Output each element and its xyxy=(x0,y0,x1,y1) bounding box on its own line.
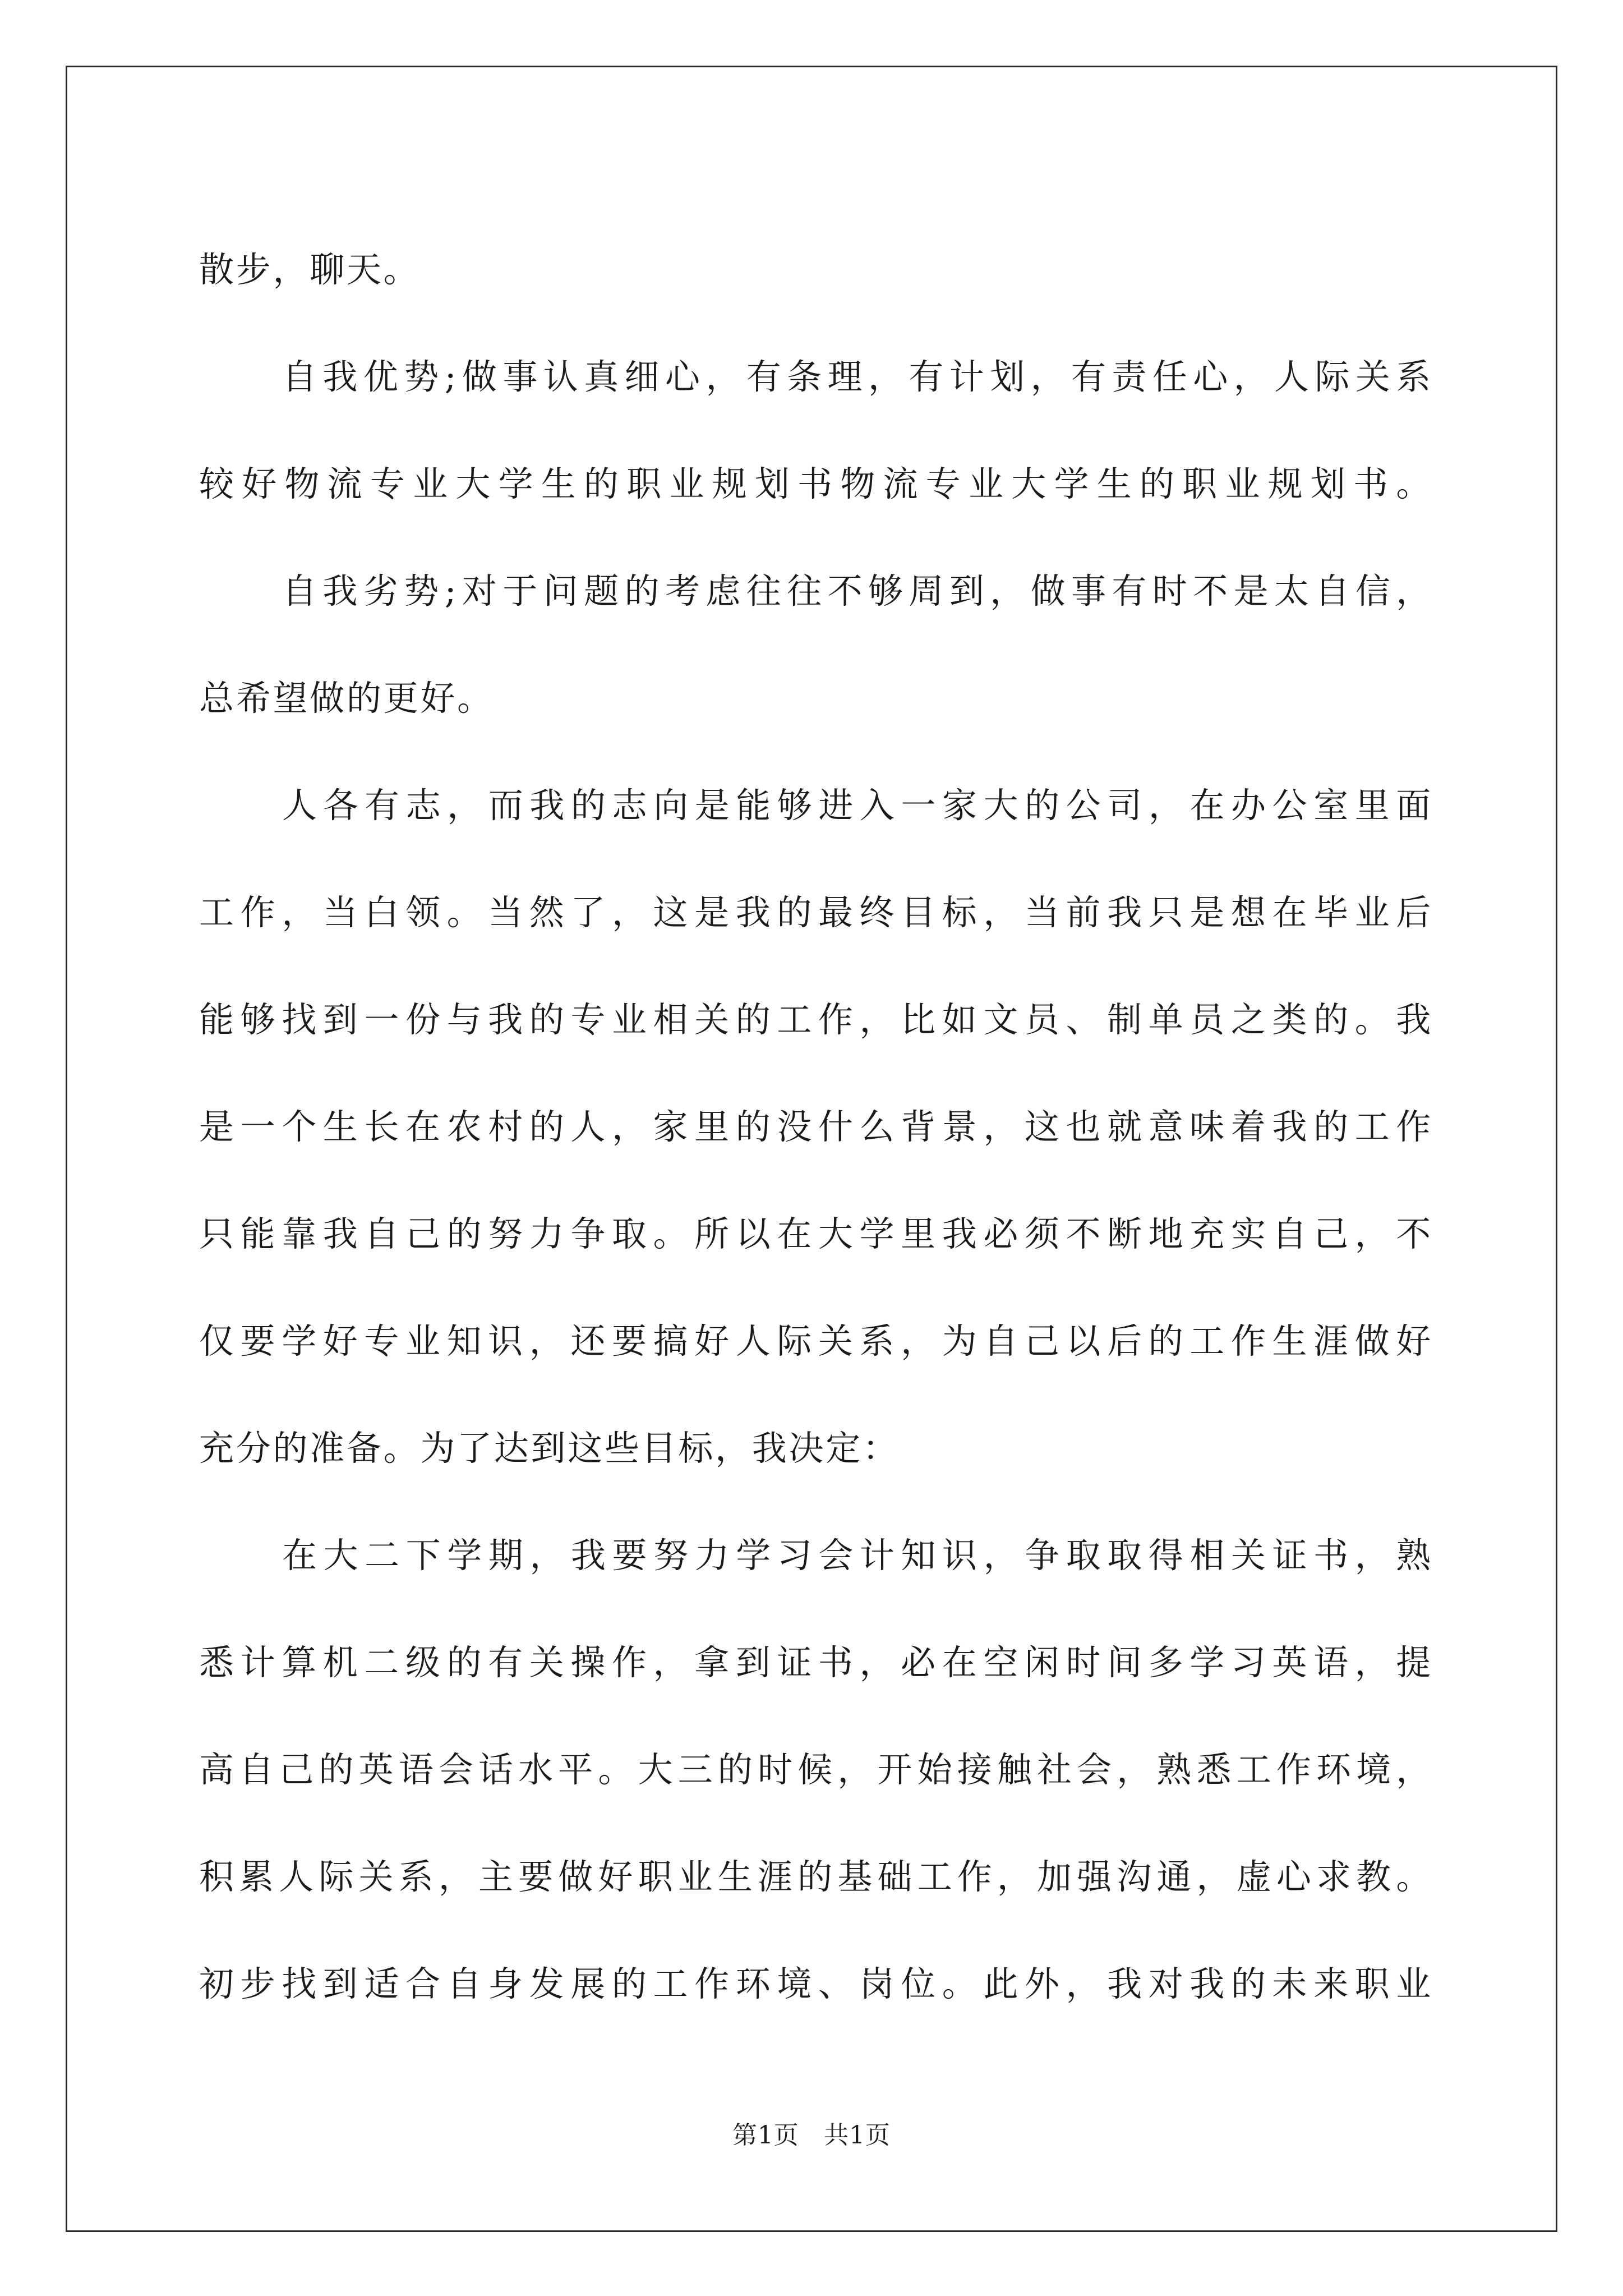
text-line: 仅要学好专业知识，还要搞好人际关系，为自己以后的工作生涯做好 xyxy=(199,1320,1433,1361)
text-line: 工作，当白领。当然了，这是我的最终目标，当前我只是想在毕业后 xyxy=(199,892,1433,933)
text-line: 散步，聊天。 xyxy=(199,249,421,290)
text-line: 积累人际关系，主要做好职业生涯的基础工作，加强沟通，虚心求教。 xyxy=(199,1856,1433,1897)
text-line: 自我劣势;对于问题的考虑往往不够周到，做事有时不是太自信， xyxy=(282,570,1433,611)
page-total: 共1页 xyxy=(824,2121,891,2150)
page-footer xyxy=(0,2115,1623,2151)
page-number: 第1页 xyxy=(732,2121,799,2150)
text-line: 人各有志，而我的志向是能够进入一家大的公司，在办公室里面 xyxy=(282,785,1433,826)
text-line: 较好物流专业大学生的职业规划书物流专业大学生的职业规划书。 xyxy=(199,463,1433,504)
text-line: 悉计算机二级的有关操作，拿到证书，必在空闲时间多学习英语，提 xyxy=(199,1642,1433,1683)
text-line: 高自己的英语会话水平。大三的时候，开始接触社会，熟悉工作环境， xyxy=(199,1749,1433,1790)
document-body xyxy=(199,216,1433,2037)
text-line: 充分的准备。为了达到这些目标，我决定： xyxy=(199,1428,900,1469)
text-line: 自我优势;做事认真细心，有条理，有计划，有责任心，人际关系 xyxy=(282,356,1433,397)
text-line: 在大二下学期，我要努力学习会计知识，争取取得相关证书，熟 xyxy=(282,1535,1433,1576)
text-line: 初步找到适合自身发展的工作环境、岗位。此外，我对我的未来职业 xyxy=(199,1963,1433,2004)
text-line: 是一个生长在农村的人，家里的没什么背景，这也就意味着我的工作 xyxy=(199,1106,1433,1147)
text-line: 只能靠我自己的努力争取。所以在大学里我必须不断地充实自己，不 xyxy=(199,1213,1433,1254)
text-line: 能够找到一份与我的专业相关的工作，比如文员、制单员之类的。我 xyxy=(199,999,1433,1040)
text-line: 总希望做的更好。 xyxy=(199,678,494,719)
